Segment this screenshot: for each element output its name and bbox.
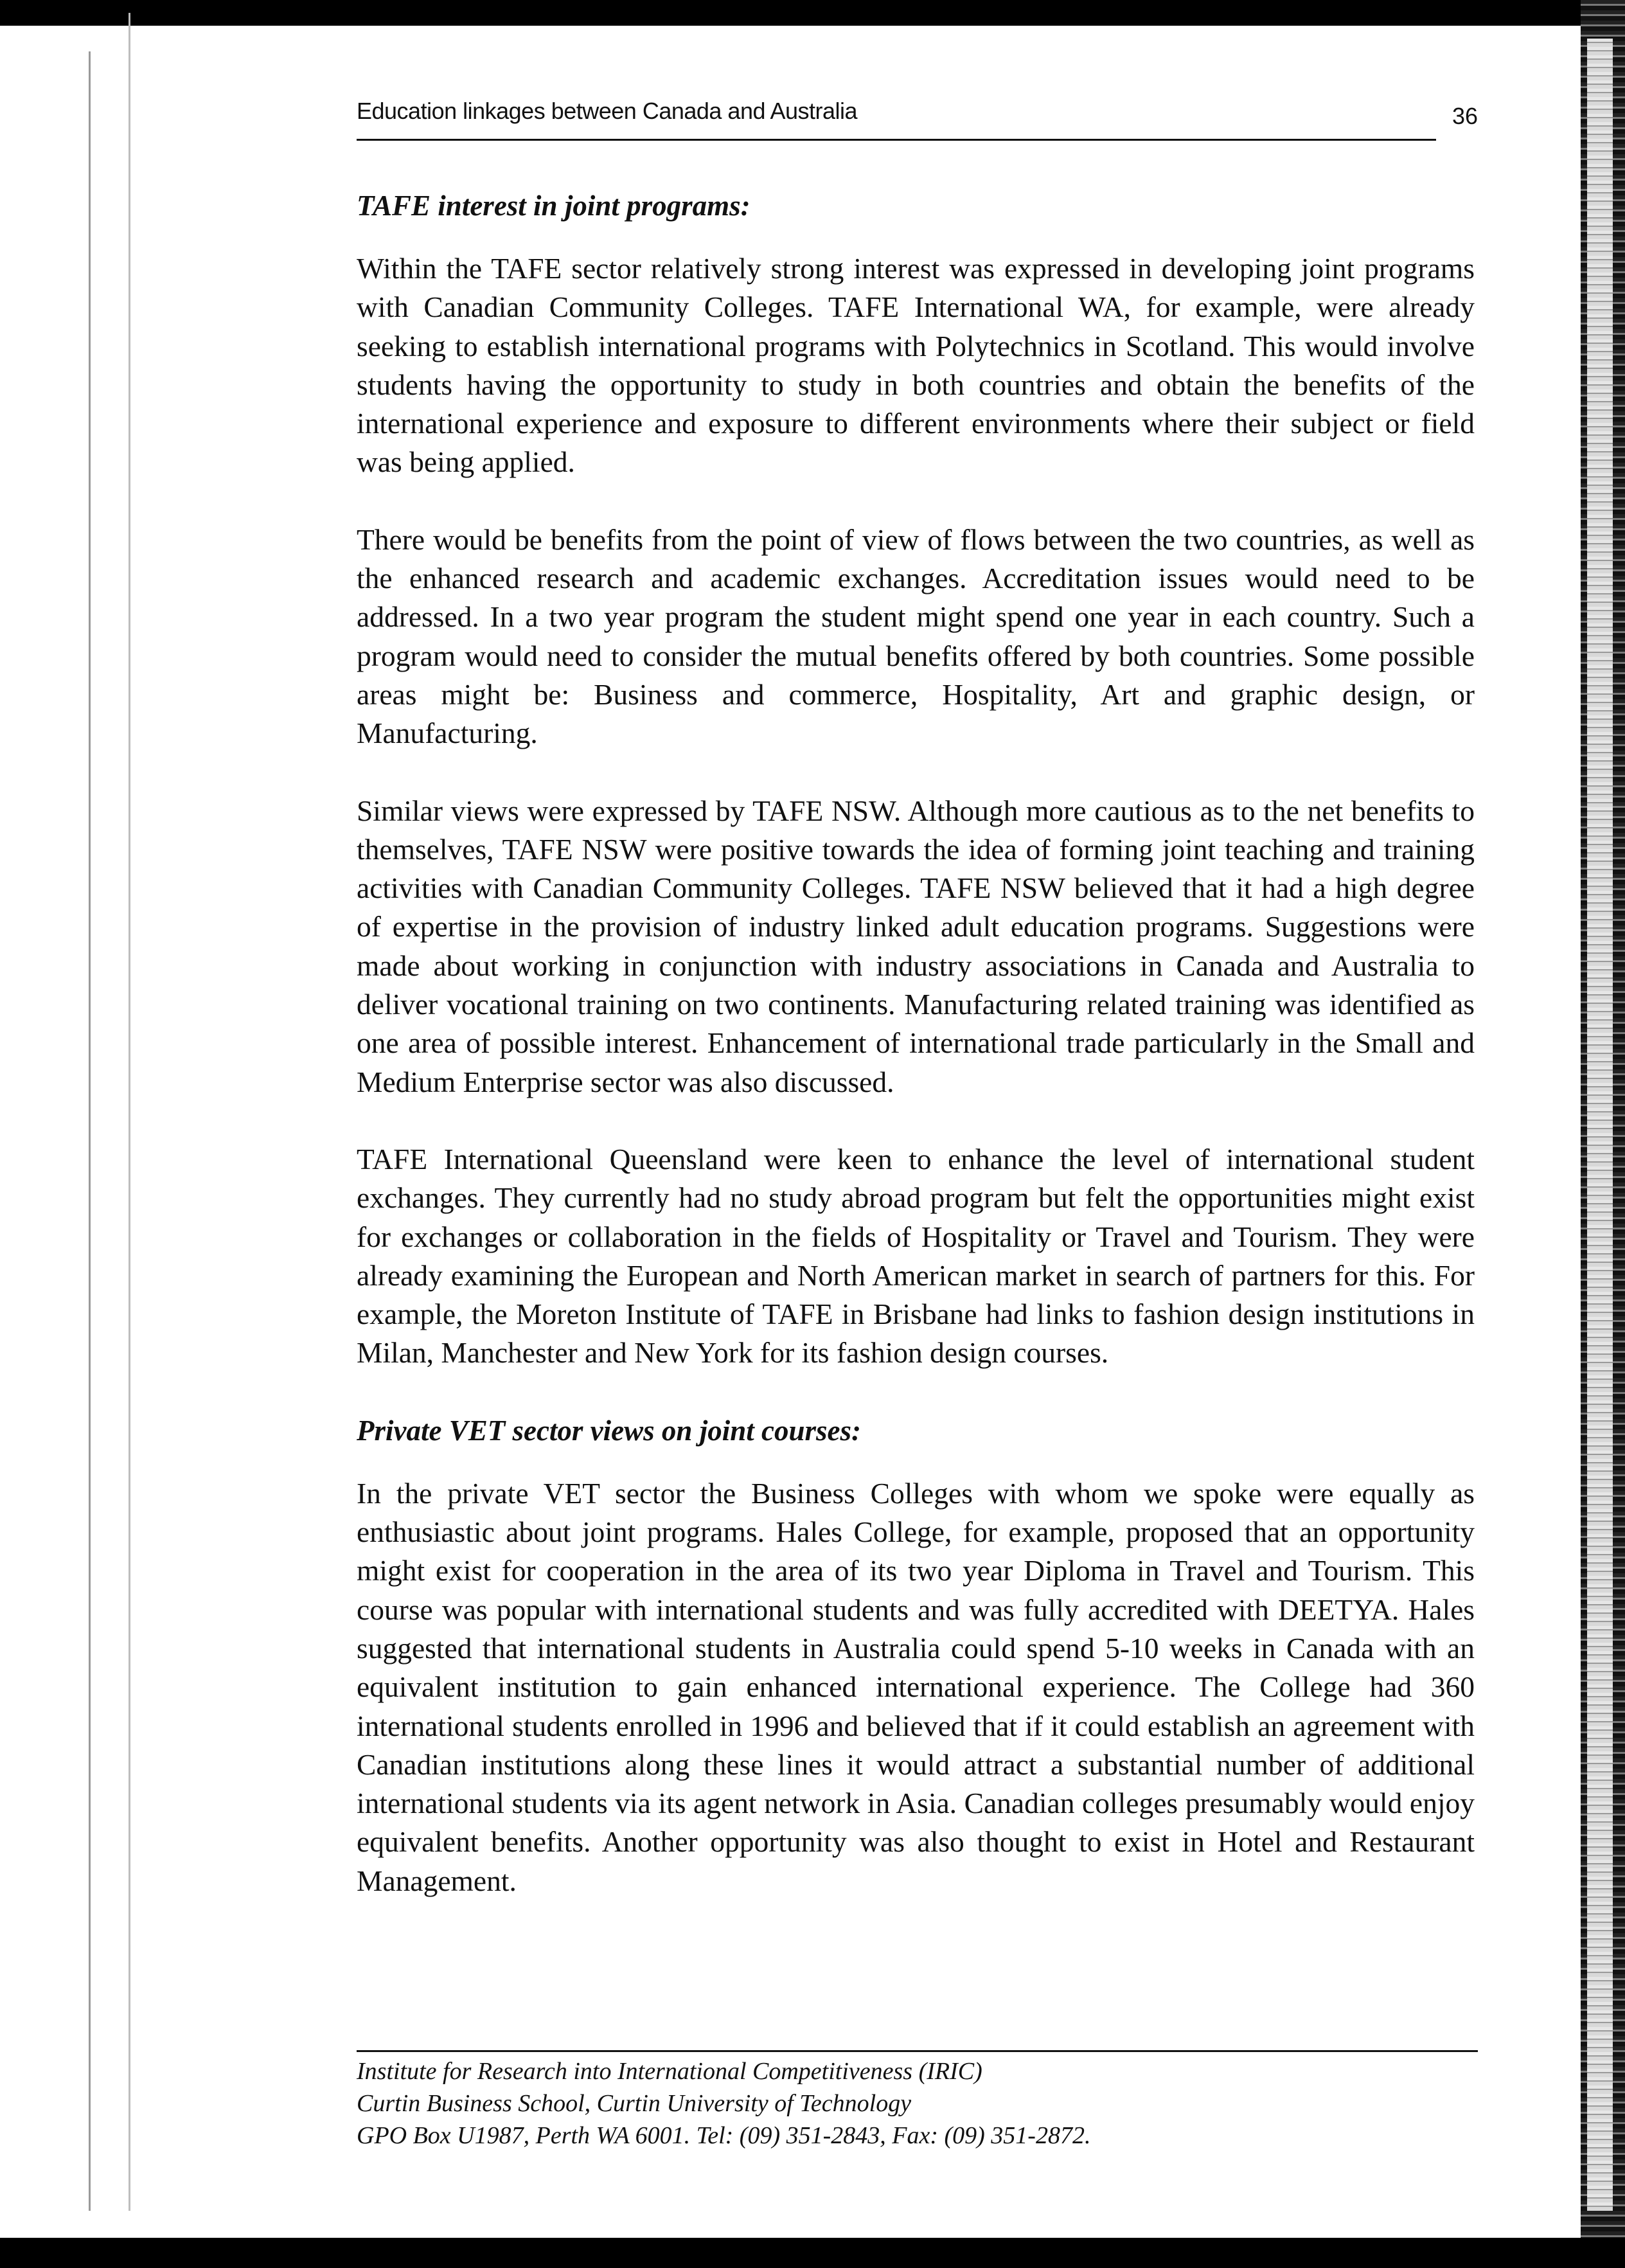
running-header: [357, 95, 1478, 140]
running-header-title: Education linkages between Canada and Australia: [357, 98, 858, 124]
footer-institute: Institute for Research into International Competitiveness (IRIC): [357, 2058, 982, 2085]
paragraph-tafe-2: There would be benefits from the point of view of flows between the two countries, as well as the enhanced research and academic exchanges. Accreditation issues would need to be addressed. In a two year program the student might spend one year in each country. Such a program would need to consider the mutual benefits offered by both countries. Some possible areas might be: Business and commerce, Hospitality, Art and graphic design, or Manufacturing.: [357, 522, 1475, 750]
header-rule: [357, 139, 1436, 141]
page-number: 36: [1452, 103, 1478, 129]
scan-binding-shadow: [129, 13, 130, 2211]
paragraph-tafe-1: Within the TAFE sector relatively strong interest was expressed in developing joint programs with Canadian Community Colleges. TAFE International WA, for example, were already seeking to establish international programs with Polytechnics in Scotland. This would involve students having the opportunity to study in both countries and obtain the benefits of the international experience and exposure to different environments where their subject or field was being applied.: [357, 252, 1475, 479]
paragraph-private-vet-1: In the private VET sector the Business Colleges with whom we spoke were equally as enthusiastic about joint programs. Hales College, for example, proposed that an opportunity might exist for cooperation in the area of its two year Diploma in Travel and Tourism. This course was popular with international students and was fully accredited with DEETYA. Hales suggested that international students in Australia could spend 5-10 weeks in Canada with an equivalent institution to gain enhanced international experience. The College had 360 international students enrolled in 1996 and believed that if it could establish an agreement with Canadian institutions along these lines it would attract a substantial number of additional international students via its agent network in Asia. Canadian colleges presumably would enjoy equivalent benefits. Another opportunity was also thought to exist in Hotel and Restaurant Management.: [357, 1476, 1475, 1897]
page-footer: [357, 2055, 1478, 2152]
document-body: [357, 186, 1475, 1900]
paragraph-tafe-3: Similar views were expressed by TAFE NSW. Although more cautious as to the net benefits to themselves, TAFE NSW were positive towards the idea of forming joint teaching and training activities with Canadian Community Colleges. TAFE NSW believed that it had a high degree of expertise in the provision of industry linked adult education programs. Suggestions were made about working in conjunction with industry associations in Canada and Australia to deliver vocational training on two continents. Manufacturing related training was identified as one area of possible interest. Enhancement of international trade particularly in the Small and Medium Enterprise sector was also discussed.: [357, 794, 1475, 1098]
paragraph-tafe-4: TAFE International Queensland were keen to enhance the level of international student exchanges. They currently had no study abroad program but felt the opportunities might exist for exchanges or collaboration in the fields of Hospitality or Travel and Tourism. They were already examining the European and North American market in search of partners for this. For example, the Moreton Institute of TAFE in Brisbane had links to fashion design institutions in Milan, Manchester and New York for its fashion design courses.: [357, 1142, 1475, 1370]
footer-rule: [357, 2050, 1478, 2052]
section-heading-private-vet: Private VET sector views on joint courses:: [357, 1414, 861, 1447]
scan-page-edge: [1587, 39, 1613, 2211]
scan-border-bottom: [0, 2238, 1625, 2268]
footer-school: Curtin Business School, Curtin University of Technology: [357, 2090, 912, 2117]
scan-binding-line: [89, 51, 91, 2211]
footer-address: GPO Box U1987, Perth WA 6001. Tel: (09) 351-2843, Fax: (09) 351-2872.: [357, 2122, 1091, 2149]
section-heading-tafe: TAFE interest in joint programs:: [357, 190, 750, 222]
scan-border-top: [0, 0, 1625, 26]
